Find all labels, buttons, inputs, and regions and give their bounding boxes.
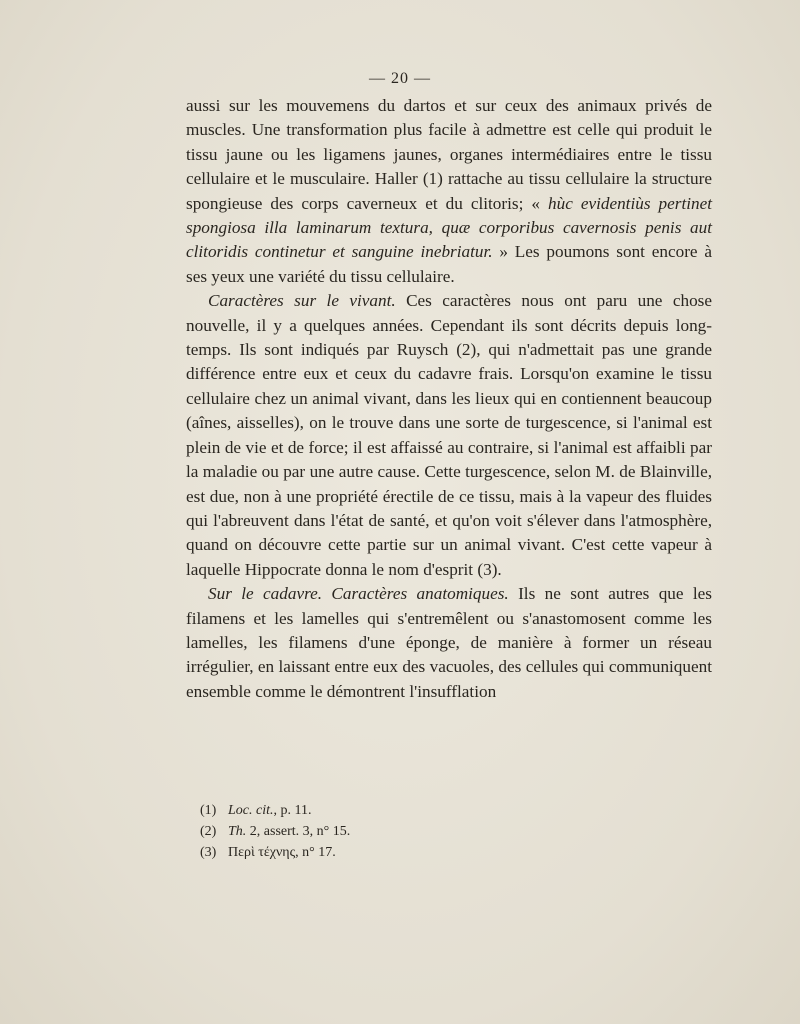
footnote-text: , p. 11. [273, 803, 312, 818]
body-text [186, 94, 712, 704]
text-run: Ces caractères nous ont paru une chose nouvelle, il y a quelques années. Cependant ils sont décrits depuis long-temps. Ils sont indiqués par Ruysch (2), qui n'admettait pas une grande différence entre eux et ceux du cadavre frais. Lorsqu'on examine le tissu cellulaire chez un animal vivant, dans les lieux qui en contiennent beaucoup (aînes, aisselles), on le trouve dans une sorte de turgescence, si l'animal est plein de vie et de force; il est affaissé au contraire, si l'animal est affaibli par la maladie ou par une autre cause. Cette turgescence, selon M. de Blainville, est due, non à une propriété érectile de ce tissu, mais à la vapeur des fluides qui l'abreuvent dans l'état de santé, et qu'on voit s'élever dans l'atmosphère, quand on découvre cette partie sur un animal vivant. C'est cette vapeur à laquelle Hippocrate donna le nom d'esprit (3). [186, 291, 712, 579]
footnote-number: (2) [200, 824, 217, 839]
text-run: » Les poumons sont encore à ses yeux une variété du tissu cellulaire. [186, 242, 712, 286]
footnote-text: Loc. cit. [228, 803, 274, 818]
footnote-text: , n° 17. [295, 845, 336, 860]
footnote [200, 842, 620, 863]
footnote [200, 821, 620, 842]
footnote-text: Περὶ τέχνης [228, 845, 296, 860]
paragraph [186, 289, 712, 582]
latin-quotation: hùc evidentiùs pertinet spongiosa illa laminarum textura, quæ corporibus cavernosis penis aut clitoridis continetur et sanguine inebriatur. [186, 193, 712, 262]
text-run: Ils ne sont autres que les filamens et les lamelles qui s'entremêlent ou s'anastomosent comme les lamelles, les filamens d'une éponge, de manière à former un réseau irrégulier, en laissant entre eux des vacuoles, des cellules qui communiquent ensemble comme le démontrent l'insufflation [186, 584, 712, 701]
footnote-number: (3) [200, 845, 217, 860]
footnote-text: Th. [228, 824, 247, 839]
section-heading: Caractères sur le vivant. [208, 291, 396, 311]
footnote-text: 2, assert. 3, n° 15. [246, 824, 351, 839]
footnotes [200, 800, 620, 863]
section-heading: Sur le cadavre. Caractères anatomiques. [208, 584, 509, 604]
footnote [200, 800, 620, 821]
page-number: — 20 — [369, 70, 431, 87]
paragraph [186, 94, 712, 289]
text-run: aussi sur les mouvemens du dartos et sur ceux des animaux privés de muscles. Une transformation plus facile à admettre est celle qui produit le tissu jaune ou les ligamens jaunes, organes intermédiaires entre le tissu cellulaire et le musculaire. Haller (1) rattache au tissu cellulaire la structure spongieuse des corps caverneux et du clitoris; « [186, 96, 712, 213]
footnote-number: (1) [200, 803, 217, 818]
paragraph [186, 582, 712, 704]
